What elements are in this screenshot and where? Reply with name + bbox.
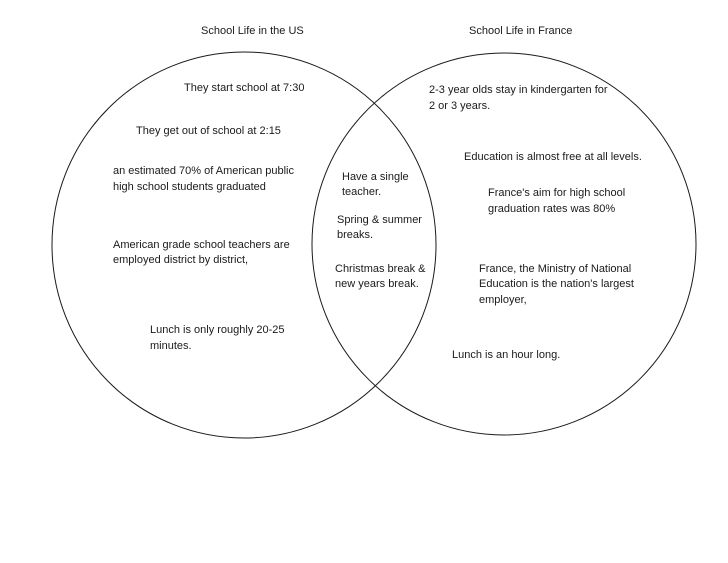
- france-kindergarten-line-1: 2-3 year olds stay in kindergarten for: [429, 84, 608, 96]
- france-ministry-line-3: employer,: [479, 294, 527, 306]
- both-christmas-line-2: new years break.: [335, 278, 419, 290]
- us-teachers-line-1: American grade school teachers are: [113, 239, 290, 251]
- both-breaks-line-1: Spring & summer: [337, 214, 422, 226]
- us-lunch-line-1: Lunch is only roughly 20-25: [150, 324, 285, 336]
- both-breaks-line-2: breaks.: [337, 229, 374, 241]
- france-lunch: Lunch is an hour long.: [452, 349, 561, 361]
- france-graduation-line-2: graduation rates was 80%: [488, 203, 616, 215]
- france-ministry-line-2: Education is the nation's largest: [479, 278, 634, 290]
- us-heading: School Life in the US: [201, 25, 304, 37]
- both-christmas-line-1: Christmas break &: [335, 263, 426, 275]
- us-start-time: They start school at 7:30: [184, 82, 305, 94]
- us-end-time: They get out of school at 2:15: [136, 125, 281, 137]
- france-graduation-line-1: France's aim for high school: [488, 187, 626, 199]
- france-heading: School Life in France: [469, 25, 573, 37]
- us-graduation-line-1: an estimated 70% of American public: [113, 165, 294, 177]
- both-teacher-line-1: Have a single: [342, 171, 409, 183]
- france-kindergarten-line-2: 2 or 3 years.: [429, 100, 491, 112]
- france-education: Education is almost free at all levels.: [464, 151, 642, 163]
- both-teacher-line-2: teacher.: [342, 186, 382, 198]
- us-graduation-line-2: high school students graduated: [113, 181, 266, 193]
- france-ministry-line-1: France, the Ministry of National: [479, 263, 632, 275]
- france-circle: [312, 53, 696, 435]
- us-lunch-line-2: minutes.: [150, 340, 192, 352]
- us-teachers-line-2: employed district by district,: [113, 254, 249, 266]
